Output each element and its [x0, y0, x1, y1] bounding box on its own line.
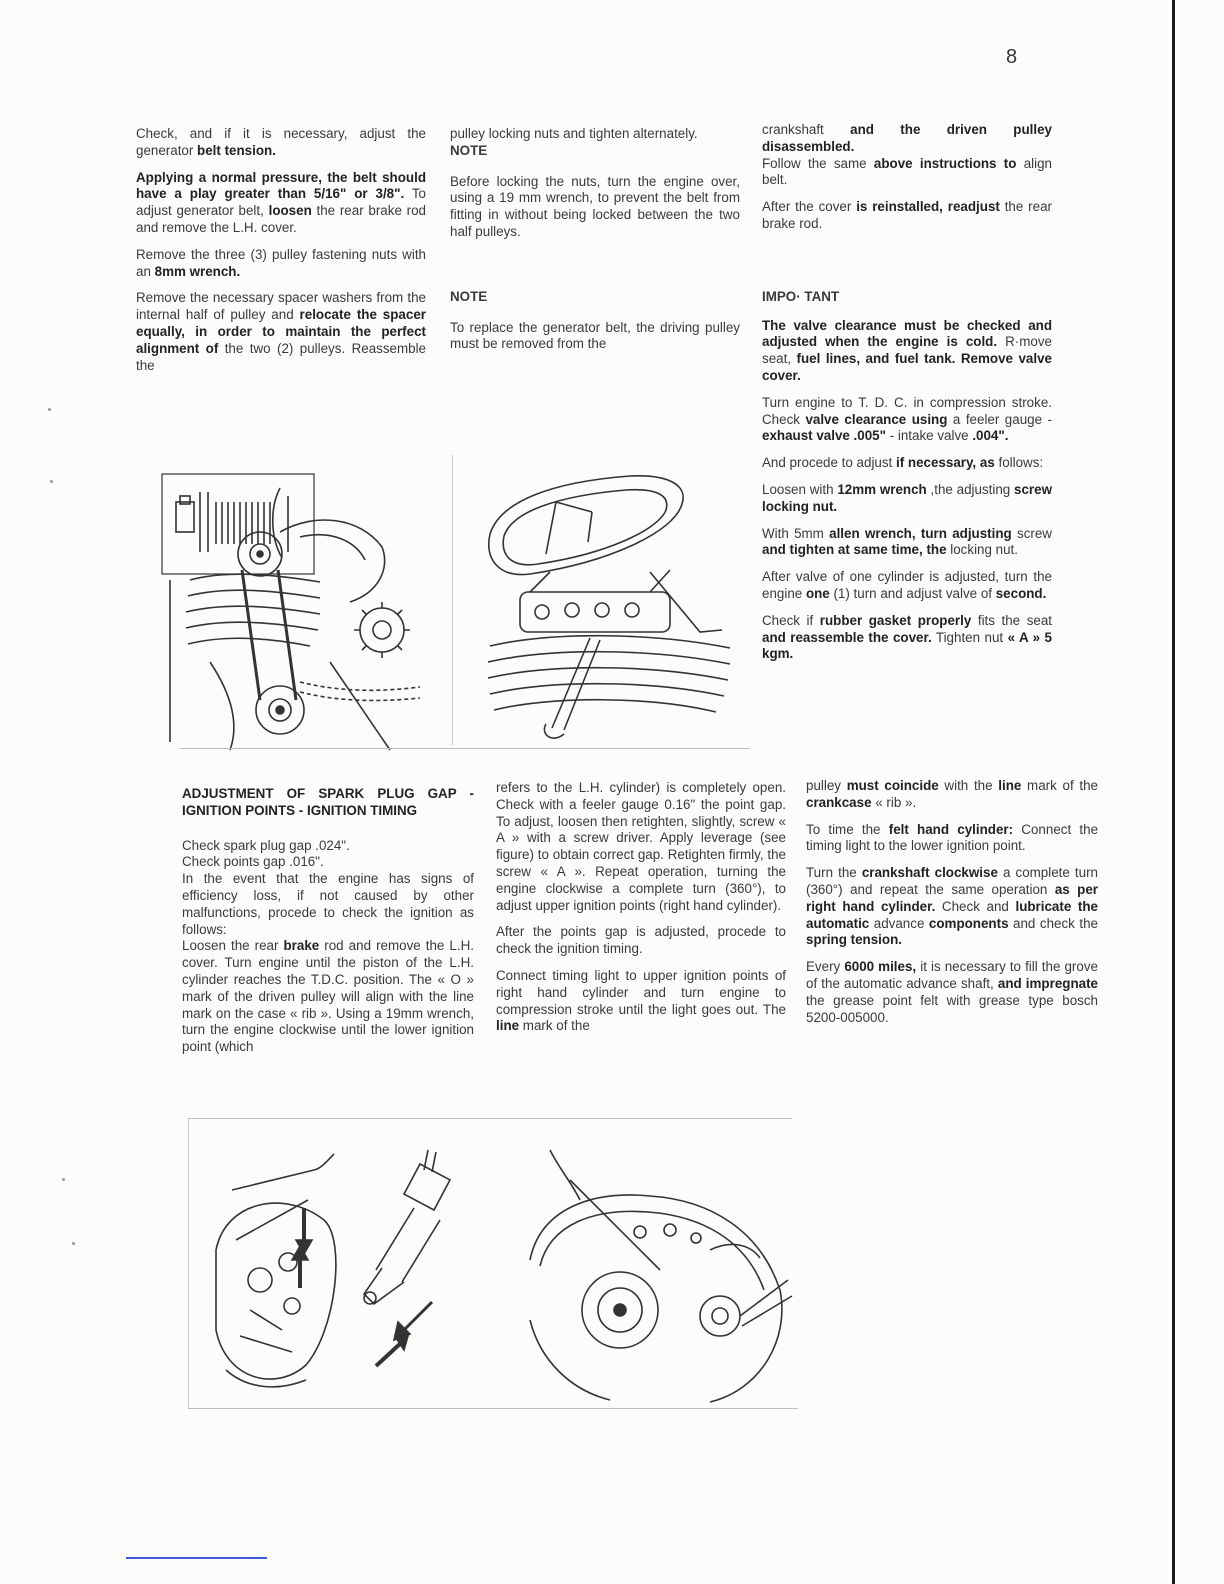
scan-speck — [72, 1242, 75, 1245]
bottom-figure-top-rule — [188, 1118, 792, 1119]
scan-edge-shadow — [1172, 0, 1175, 1584]
important-procede: And procede to adjust if necessary, as follows: — [762, 455, 1044, 471]
bottom-column-3 — [806, 778, 1098, 1026]
paragraph-pulley-line: pulley must coincide with the line mark of the crankcase « rib ». — [806, 778, 1099, 810]
valve-cover-illustration — [460, 462, 752, 744]
scan-speck — [48, 408, 51, 411]
scan-speck — [62, 1178, 65, 1181]
paragraph-timing-light: Connect timing light to upper ignition points of right hand cylinder and turn engine to compression stroke until the light goes out. The line mark of the — [496, 967, 786, 1034]
paragraph-spacer-washers: Remove the necessary spacer washers from the internal half of pulley and relocate the spacer equally, in order to maintain the perfect alignment of the two (2) pulleys. Reassemble the — [136, 290, 426, 373]
paragraph-check-timing: After the points gap is adjusted, procede to check the ignition timing. — [496, 924, 786, 957]
bottom-column-2 — [496, 780, 786, 1035]
paragraph-point-gap: refers to the L.H. cylinder) is completely open. Check with a feeler gauge 0.16" the point gap. To adjust, loosen then retighten, slightly, screw « A » with a screw driver. Apply leverage (see figure) to obtain correct gap. Retighten firmly, the screw « A ». Repeat operation, turning the engine clockwise a complete turn (360°), to adjust upper ignition points (right hand cylinder). — [496, 780, 786, 913]
paragraph-belt-tension: Check, and if it is necessary, adjust the generator belt tension. — [136, 126, 426, 158]
paragraph-crankshaft: crankshaft and the driven pulley disassembled. — [762, 122, 1052, 154]
check-points-gap: Check points gap .016". — [182, 854, 324, 870]
figure-bottom-rule — [180, 748, 750, 749]
paragraph-6000-miles: Every 6000 miles, it is necessary to fill the grove of the automatic advance shaft, and impregnate the grease point felt with grease type bosch 5200-005000. — [806, 959, 1098, 1025]
paragraph-time-cylinder: To time the felt hand cylinder: Connect the timing light to the lower ignition point. — [806, 821, 1099, 854]
scan-speck — [50, 480, 53, 483]
important-loosen: Loosen with 12mm wrench ,the adjusting screw locking nut. — [762, 481, 1052, 514]
top-column-1 — [136, 126, 426, 374]
figure-valve-cover — [460, 462, 752, 744]
note-text-replace-belt: To replace the generator belt, the driving pulley must be removed from the — [450, 319, 740, 352]
top-column-3 — [762, 122, 1052, 663]
figure-ignition-points — [196, 1130, 466, 1402]
check-spark-plug-gap: Check spark plug gap .024". — [182, 837, 350, 853]
important-valve-clearance: The valve clearance must be checked and adjusted when the engine is cold. R·move seat, fuel lines, and fuel tank. Remove valve cover. — [762, 317, 1052, 383]
important-gasket: Check if rubber gasket properly fits the seat and reassemble the cover. Tighten nut « A » 5 kgm. — [762, 612, 1053, 662]
important-second-cylinder: After valve of one cylinder is adjusted, turn the engine one (1) turn and adjust valve of second. — [762, 569, 1052, 601]
bottom-figure-base-rule — [188, 1408, 798, 1409]
top-column-2 — [450, 126, 740, 353]
section-title: ADJUSTMENT OF SPARK PLUG GAP - IGNITION POINTS - IGNITION TIMING — [182, 786, 474, 818]
paragraph-fastening-nuts: Remove the three (3) pulley fastening nuts with an 8mm wrench. — [136, 246, 426, 279]
blue-pen-mark — [126, 1557, 267, 1559]
paragraph-cover-reinstalled: After the cover is reinstalled, readjust the rear brake rod. — [762, 199, 1052, 231]
paragraph-efficiency-loss: In the event that the engine has signs of efficiency loss, if not caused by other malfunctions, procede to check the ignition as follows: — [182, 871, 474, 937]
paragraph-loosen-brake-rod: Loosen the rear brake rod and remove the L.H. cover. Turn engine until the piston of the L.H. cylinder reaches the T.D.C. position. The « O » mark of the driven pulley will align with the line mark on the case « rib ». Using a 19mm wrench, turn the engine clockwise until the lower ignition point (which — [182, 938, 474, 1055]
generator-belt-illustration — [150, 462, 442, 754]
bottom-figure-left-edge — [188, 1118, 189, 1408]
page-number: 8 — [1006, 46, 1018, 68]
paragraph-locking-nuts: pulley locking nuts and tighten alternately. — [450, 126, 698, 141]
timing-cover-illustration — [510, 1140, 796, 1404]
paragraph-belt-play: Applying a normal pressure, the belt should have a play greater than 5/16" or 3/8". To adjust generator belt, loosen the rear brake rod and remove the L.H. cover. — [136, 169, 426, 235]
bottom-column-1 — [182, 786, 474, 1056]
figure-generator-belt — [150, 462, 442, 754]
paragraph-crankshaft-turn: Turn the crankshaft clockwise a complete turn (360°) and repeat the same operation as per right hand cylinder. Check and lubricate the automatic advance components and check the spring tension. — [806, 865, 1098, 948]
figure-divider — [452, 455, 453, 745]
ignition-points-illustration — [196, 1130, 466, 1402]
note-heading: NOTE — [450, 142, 488, 158]
important-heading: IMPO· TANT — [762, 288, 840, 304]
important-tdc: Turn engine to T. D. C. in compression stroke. Check valve clearance using a feeler gauge - exhaust valve .005" - intake valve .004". — [762, 394, 1052, 444]
note-heading-2: NOTE — [450, 288, 488, 304]
paragraph-align-belt: Follow the same above instructions to align belt. — [762, 155, 1052, 188]
figure-timing-cover — [510, 1140, 796, 1404]
important-allen-wrench: With 5mm allen wrench, turn adjusting screw and tighten at same time, the locking nut. — [762, 525, 1052, 558]
note-text-locking: Before locking the nuts, turn the engine over, using a 19 mm wrench, to prevent the belt from fitting in without being locked between the two half pulleys. — [450, 173, 740, 239]
